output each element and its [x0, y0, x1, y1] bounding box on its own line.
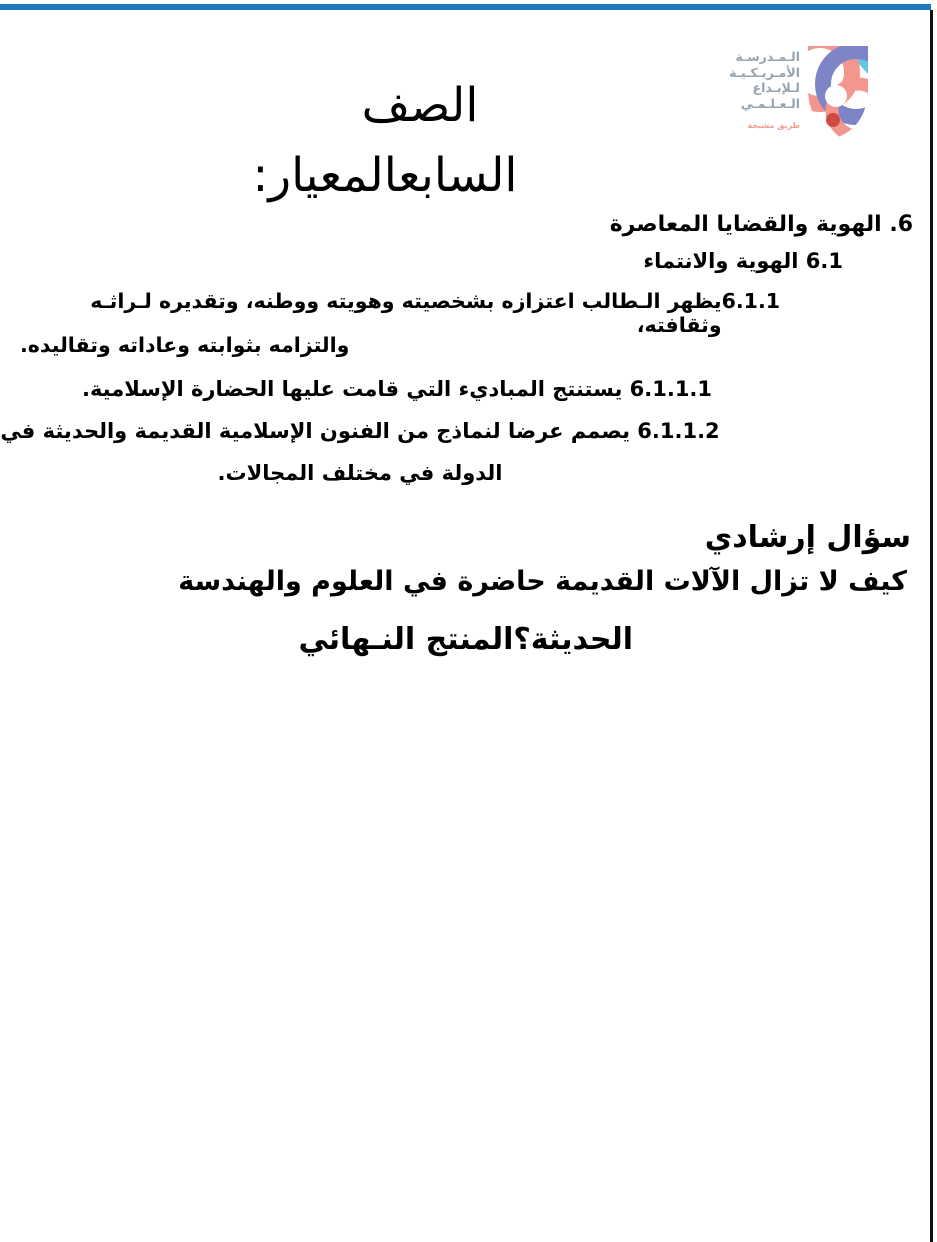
standard-item-6-1-1-1: 6.1.1.1 يستنتج المباديء التي قامت عليها الحضارة الإسلامية. — [81, 377, 713, 401]
guiding-question-label: سؤال إرشادي — [704, 520, 911, 555]
standard-number-6-1-1: 6.1.1 — [721, 289, 780, 313]
school-logo-tagline: طريق مشيحة — [747, 121, 800, 130]
page-title-line2: السابعالمعيار: — [252, 148, 518, 203]
standard-item-6-1-1-line2: والتزامه بثوابته وعاداته وتقاليده. — [20, 333, 350, 357]
page-right-border — [930, 10, 933, 1242]
standard-item-6-1: 6.1 الهوية والانتماء — [643, 249, 843, 273]
school-name-line: الـمـدرسـة — [735, 49, 800, 64]
guiding-question-line1: كيف لا تزال الآلات القديمة حاضرة في العلوم والهندسة — [178, 566, 907, 597]
standard-item-6-1-1-line1 — [15, 289, 780, 337]
top-accent-bar — [0, 4, 931, 10]
standard-item-6: 6. الهوية والقضايا المعاصرة — [609, 212, 913, 237]
school-name-line: لـلإبـداع — [752, 80, 800, 95]
school-name-line: الـعـلـمـي — [740, 95, 800, 111]
standard-item-6-1-1-2-line1: 6.1.1.2 يصمم عرضا لنماذج من الفنون الإسلامية القديمة والحديثة في — [0, 419, 720, 443]
standard-item-6-1-1-2-line2: الدولة في مختلف المجالات. — [217, 461, 503, 485]
page-title-line1: الصف — [361, 78, 479, 133]
school-logo-shield-icon — [806, 44, 870, 143]
guiding-question-line2: الحديثة؟المنتج النـهائي — [298, 622, 633, 657]
standard-text-6-1-1: يظهر الـطالب اعتزازه بشخصيته وهويته ووطنه، وتقديره لـراثـه وثقافته، — [90, 289, 722, 337]
school-name-line: الأمـريـكـيـة — [729, 64, 800, 80]
